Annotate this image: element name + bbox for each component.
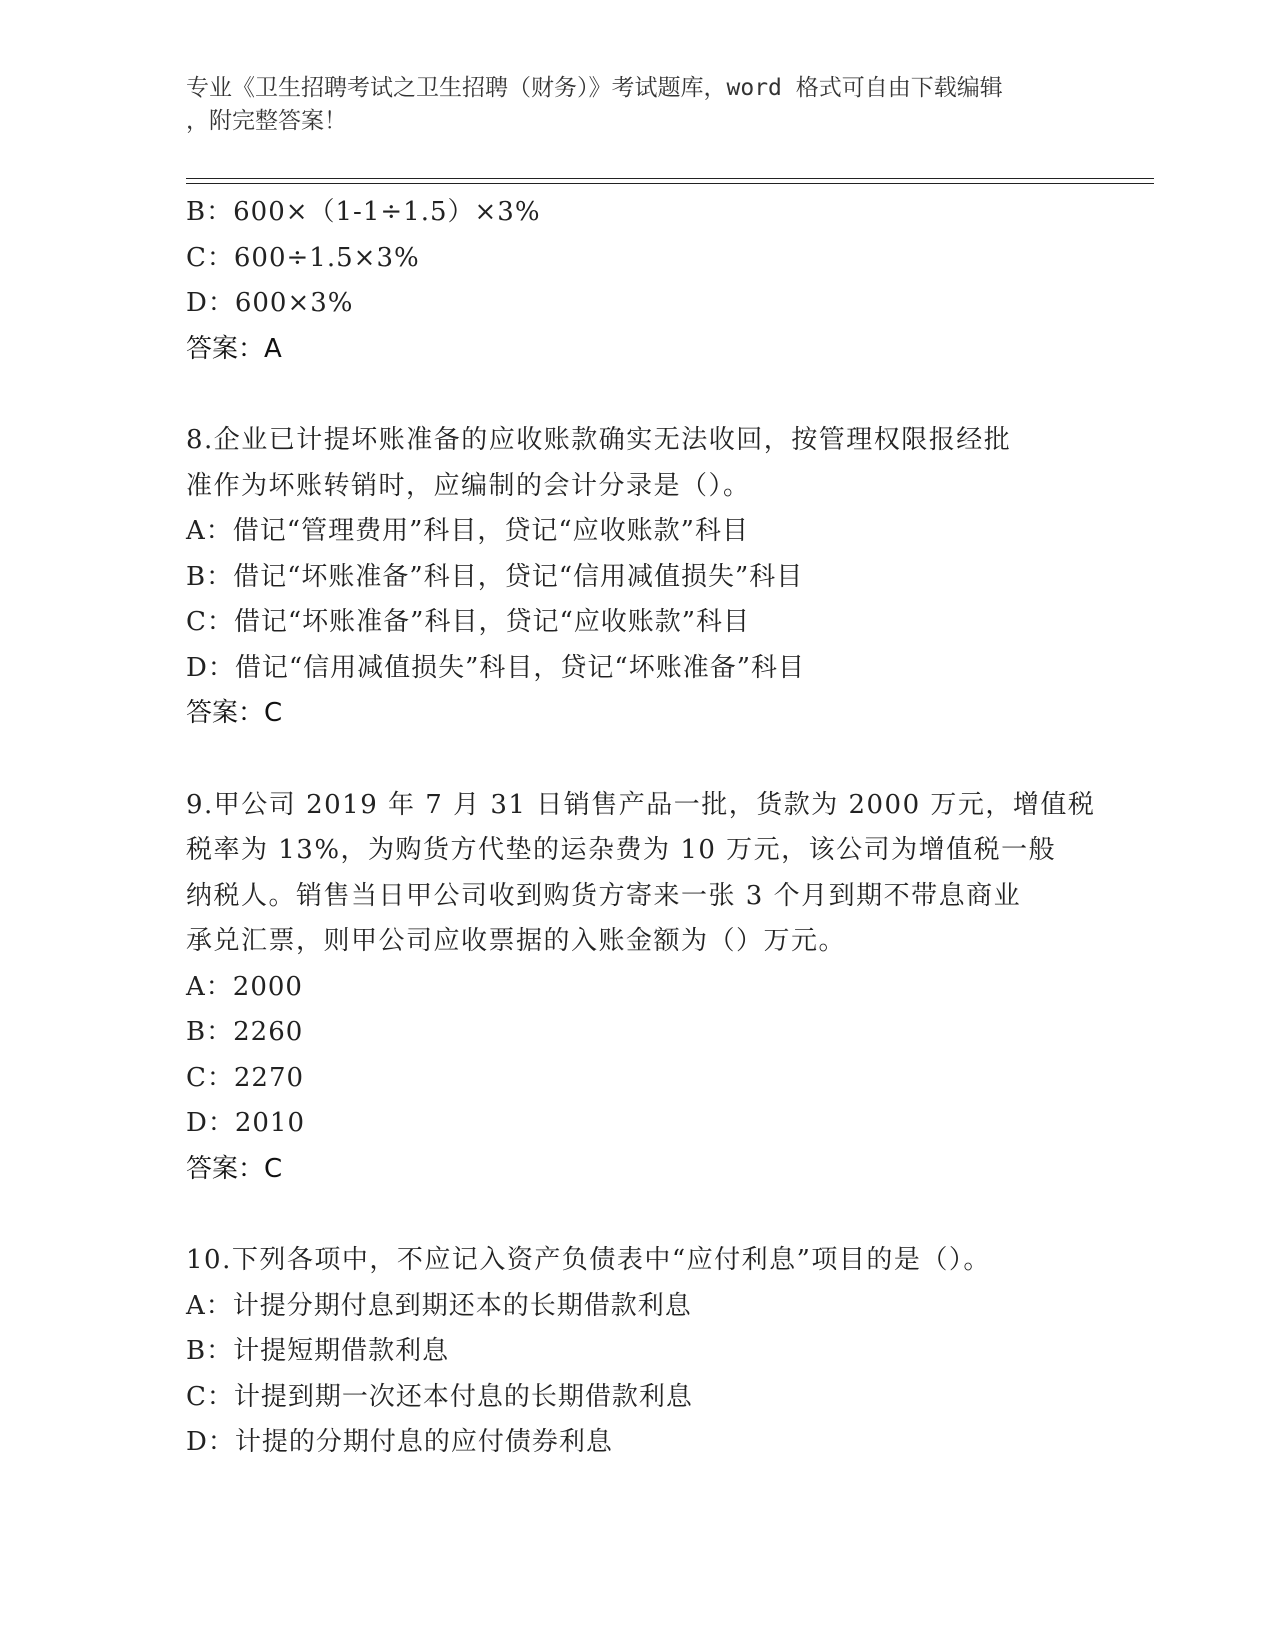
option-a: A：2000 <box>186 971 303 1002</box>
stem-line: 准作为坏账转销时，应编制的会计分录是（）。 <box>186 470 751 501</box>
document-header <box>186 72 1066 138</box>
question-list <box>186 190 1096 1466</box>
stem-line: 纳税人。销售当日甲公司收到购货方寄来一张 3 个月到期不带息商业 <box>186 880 1022 911</box>
header-rule-top <box>186 178 1154 179</box>
spacer <box>186 737 1086 783</box>
question-stem <box>186 1238 1086 1284</box>
option-a: A：借记“管理费用”科目，贷记“应收账款”科目 <box>186 516 749 546</box>
option-d: D：2010 <box>186 1108 306 1138</box>
header-line-1: 专业《卫生招聘考试之卫生招聘（财务）》考试题库，word 格式可自由下载编辑 <box>186 75 1003 101</box>
spacer <box>186 372 1086 418</box>
answer: 答案：C <box>186 1153 283 1184</box>
stem-line: 税率为 13%，为购货方代垫的运杂费为 10 万元，该公司为增值税一般 <box>186 835 1057 865</box>
answer: 答案：A <box>186 333 282 364</box>
question-7-tail <box>186 190 1086 372</box>
option-b: B：600×（1-1÷1.5）×3% <box>186 197 541 227</box>
option-a: A：计提分期付息到期还本的长期借款利息 <box>186 1290 692 1321</box>
option-b: B：2260 <box>186 1017 304 1047</box>
question-9 <box>186 783 1096 1193</box>
option-b: B：计提短期借款利息 <box>186 1336 450 1366</box>
option-c: C：计提到期一次还本付息的长期借款利息 <box>186 1381 693 1412</box>
option-d: D：计提的分期付息的应付债券利息 <box>186 1427 613 1457</box>
option-c: C：600÷1.5×3% <box>186 242 420 273</box>
stem-line: 8.企业已计提坏账准备的应收账款确实无法收回，按管理权限报经批 <box>186 425 1012 455</box>
option-d: D：600×3% <box>186 288 354 318</box>
header-line-2: ，附完整答案！ <box>186 108 347 134</box>
question-stem <box>186 783 1096 965</box>
stem-line: 10.下列各项中，不应记入资产负债表中“应付利息”项目的是（）。 <box>186 1245 991 1275</box>
stem-line: 9.甲公司 2019 年 7 月 31 日销售产品一批，货款为 2000 万元，增值税 <box>186 789 1096 820</box>
option-b: B：借记“坏账准备”科目，贷记“信用减值损失”科目 <box>186 561 804 592</box>
stem-line: 承兑汇票，则甲公司应收票据的入账金额为（）万元。 <box>186 926 847 956</box>
option-c: C：借记“坏账准备”科目，贷记“应收账款”科目 <box>186 607 751 637</box>
spacer <box>186 1192 1086 1238</box>
option-d: D：借记“信用减值损失”科目，贷记“坏账准备”科目 <box>186 652 806 683</box>
header-rule-bottom <box>186 183 1154 184</box>
option-c: C：2270 <box>186 1062 305 1093</box>
answer: 答案：C <box>186 698 283 728</box>
question-10 <box>186 1238 1086 1466</box>
question-stem <box>186 418 1086 509</box>
question-8 <box>186 418 1086 737</box>
